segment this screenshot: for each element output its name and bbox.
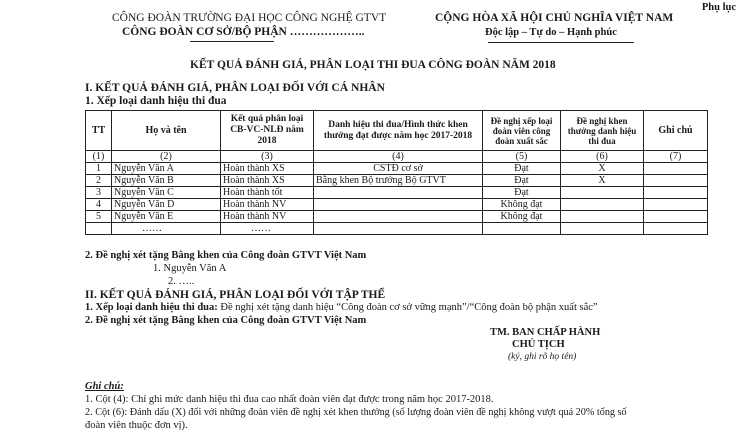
table-row (86, 223, 708, 235)
section2-sub1-text: Đề nghị xét tặng danh hiệu “Công đoàn cơ sở vững mạnh”/“Công đoàn bộ phận xuất sắc” (217, 302, 598, 313)
recommend-item-2: 2. ….. (168, 276, 195, 287)
recommend-item-1: 1. Nguyễn Văn A (153, 263, 227, 274)
header-left-underline (190, 41, 274, 42)
section2-sub1-label: 1. Xếp loại danh hiệu thi đua: (85, 302, 218, 313)
col-num: (1) (86, 151, 112, 163)
cell-classification: Hoàn thành NV (221, 199, 314, 211)
signature-board: TM. BAN CHẤP HÀNH (490, 327, 601, 338)
cell-award: Bằng khen Bộ trưởng Bộ GTVT (314, 175, 483, 187)
cell-name: Nguyễn Văn C (112, 187, 221, 199)
cell-tt (86, 223, 112, 235)
column-number-row (86, 151, 708, 163)
cell-name: Nguyễn Văn B (112, 175, 221, 187)
cell-award (314, 223, 483, 235)
col-header-name: Họ và tên (112, 111, 221, 151)
cell-name: Nguyễn Văn D (112, 199, 221, 211)
cell-name: Nguyễn Văn A (112, 163, 221, 175)
note-line-3: đoàn viên thuộc đơn vị). (85, 420, 188, 431)
cell-recommend (561, 211, 644, 223)
cell-excellent: Đạt (483, 187, 561, 199)
cell-notes (644, 175, 708, 187)
cell-recommend (561, 223, 644, 235)
cell-recommend: X (561, 175, 644, 187)
section1-sub2: 2. Đề nghị xét tặng Bằng khen của Công đoàn GTVT Việt Nam (85, 250, 367, 261)
cell-tt: 5 (86, 211, 112, 223)
section1-heading: I. KẾT QUẢ ĐÁNH GIÁ, PHÂN LOẠI ĐỐI VỚI CÁ NHÂN (85, 82, 385, 94)
cell-classification: Hoàn thành tốt (221, 187, 314, 199)
cell-excellent (483, 223, 561, 235)
cell-tt: 3 (86, 187, 112, 199)
section2-heading: II. KẾT QUẢ ĐÁNH GIÁ, PHÂN LOẠI ĐỐI VỚI TẬP THỂ (85, 289, 386, 301)
cell-excellent: Đạt (483, 163, 561, 175)
cell-classification: …… (221, 223, 314, 235)
cell-award (314, 211, 483, 223)
cell-award (314, 187, 483, 199)
cell-name: Nguyễn Văn E (112, 211, 221, 223)
section1-sub1: 1. Xếp loại danh hiệu thi đua (85, 95, 227, 107)
col-header-excellent: Đề nghị xếp loại đoàn viên công đoàn xuất sắc (483, 111, 561, 151)
col-num: (6) (561, 151, 644, 163)
col-header-award: Danh hiệu thi đua/Hình thức khen thưởng đạt được năm học 2017-2018 (314, 111, 483, 151)
org-name-line1: CÔNG ĐOÀN TRƯỜNG ĐẠI HỌC CÔNG NGHỆ GTVT (112, 12, 387, 24)
table-row (86, 163, 708, 175)
col-num: (3) (221, 151, 314, 163)
col-header-notes: Ghi chú (644, 111, 708, 151)
cell-tt: 4 (86, 199, 112, 211)
signature-title: CHỦ TỊCH (512, 339, 565, 350)
cell-award (314, 199, 483, 211)
table-row (86, 187, 708, 199)
ranking-table (85, 110, 708, 235)
cell-recommend (561, 187, 644, 199)
cell-recommend: X (561, 163, 644, 175)
cell-notes (644, 163, 708, 175)
cell-notes (644, 223, 708, 235)
cell-excellent: Đạt (483, 175, 561, 187)
annex-label: Phụ lục (701, 2, 736, 13)
cell-notes (644, 187, 708, 199)
cell-excellent: Không đạt (483, 211, 561, 223)
cell-recommend (561, 199, 644, 211)
table-row (86, 199, 708, 211)
table-row (86, 175, 708, 187)
cell-tt: 1 (86, 163, 112, 175)
notes-heading: Ghi chú: (85, 381, 124, 392)
cell-name: …… (112, 223, 221, 235)
col-num: (7) (644, 151, 708, 163)
signature-hint: (ký, ghi rõ họ tên) (508, 352, 577, 362)
col-header-tt: TT (86, 111, 112, 151)
note-line-2: 2. Cột (6): Đánh dấu (X) đối với những đoàn viên đề nghị xét khen thưởng (số lượng đoàn viên đề nghị không vượt quá 20% tổng số (85, 407, 627, 418)
col-num: (4) (314, 151, 483, 163)
col-num: (2) (112, 151, 221, 163)
cell-award: CSTĐ cơ sở (314, 163, 483, 175)
org-name-line2: CÔNG ĐOÀN CƠ SỞ/BỘ PHẬN ……………….. (122, 26, 365, 38)
table-row (86, 211, 708, 223)
cell-classification: Hoàn thành NV (221, 211, 314, 223)
cell-tt: 2 (86, 175, 112, 187)
cell-notes (644, 199, 708, 211)
national-motto: Độc lập – Tự do – Hạnh phúc (485, 27, 617, 38)
col-header-classification: Kết quả phân loại CB-VC-NLĐ năm 2018 (221, 111, 314, 151)
section2-sub2: 2. Đề nghị xét tặng Bằng khen của Công đoàn GTVT Việt Nam (85, 315, 367, 326)
cell-notes (644, 211, 708, 223)
cell-excellent: Không đạt (483, 199, 561, 211)
col-header-recommend: Đề nghị khen thưởng danh hiệu thi đua (561, 111, 644, 151)
cell-classification: Hoàn thành XS (221, 175, 314, 187)
header-right-underline (488, 42, 634, 43)
col-num: (5) (483, 151, 561, 163)
document-title: KẾT QUẢ ĐÁNH GIÁ, PHÂN LOẠI THI ĐUA CÔNG ĐOÀN NĂM 2018 (190, 59, 556, 71)
nation-name: CỘNG HÒA XÃ HỘI CHỦ NGHĨA VIỆT NAM (435, 12, 674, 24)
cell-classification: Hoàn thành XS (221, 163, 314, 175)
note-line-1: 1. Cột (4): Chỉ ghi mức danh hiệu thi đua cao nhất đoàn viên đạt được trong năm học 2017-2018. (85, 394, 494, 405)
section2-sub1 (85, 302, 598, 313)
